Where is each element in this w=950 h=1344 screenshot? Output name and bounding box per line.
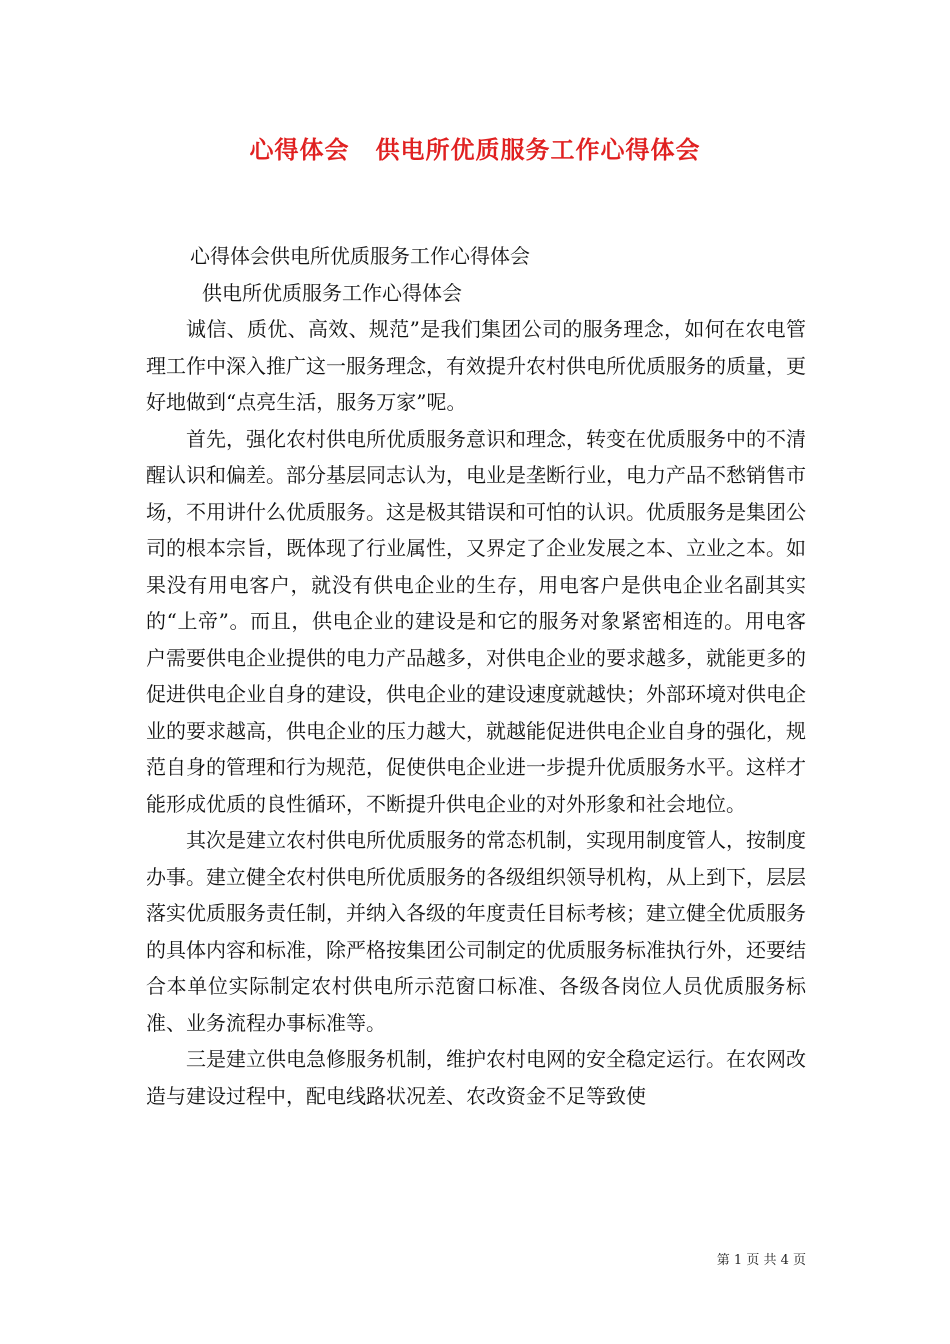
- subtitle-line-1: 心得体会供电所优质服务工作心得体会: [190, 244, 530, 268]
- paragraph-3: 其次是建立农村供电所优质服务的常态机制，实现用制度管人，按制度办事。建立健全农村供电所优质服务的各级组织领导机构，从上到下，层层落实优质服务责任制，并纳入各级的年度责任目标考核；建立健全优质服务的具体内容和标准，除严格按集团公司制定的优质服务标准执行外，还要结合本单位实际制定农村供电所示范窗口标准、各级各岗位人员优质服务标准、业务流程办事标准等。: [146, 828, 806, 1035]
- document-body: [146, 238, 806, 1114]
- title-prefix: 心得体会: [249, 135, 350, 164]
- paragraph-1: 诚信、质优、高效、规范”是我们集团公司的服务理念，如何在农电管理工作中深入推广这一服务理念，有效提升农村供电所优质服务的质量，更好地做到“点亮生活，服务万家”呢。: [146, 317, 806, 414]
- page-number: 第 1 页 共 4 页: [716, 1253, 806, 1268]
- title-main: 供电所优质服务工作心得体会: [375, 135, 701, 164]
- paragraph-4: 三是建立供电急修服务机制，维护农村电网的安全稳定运行。在农网改造与建设过程中，配电线路状况差、农改资金不足等致使: [146, 1047, 806, 1108]
- document-title: [0, 134, 950, 166]
- paragraph-2: 首先，强化农村供电所优质服务意识和理念，转变在优质服务中的不清醒认识和偏差。部分基层同志认为，电业是垄断行业，电力产品不愁销售市场，不用讲什么优质服务。这是极其错误和可怕的认识。优质服务是集团公司的根本宗旨，既体现了行业属性，又界定了企业发展之本、立业之本。如果没有用电客户，就没有供电企业的生存，用电客户是供电企业名副其实的“上帝”。而且，供电企业的建设是和它的服务对象紧密相连的。用电客户需要供电企业提供的电力产品越多，对供电企业的要求越多，就能更多的促进供电企业自身的建设，供电企业的建设速度就越快；外部环境对供电企业的要求越高，供电企业的压力越大，就越能促进供电企业自身的强化，规范自身的管理和行为规范，促使供电企业进一步提升优质服务水平。这样才能形成优质的良性循环，不断提升供电企业的对外形象和社会地位。: [146, 426, 806, 816]
- subtitle-line-2: 供电所优质服务工作心得体会: [202, 280, 462, 305]
